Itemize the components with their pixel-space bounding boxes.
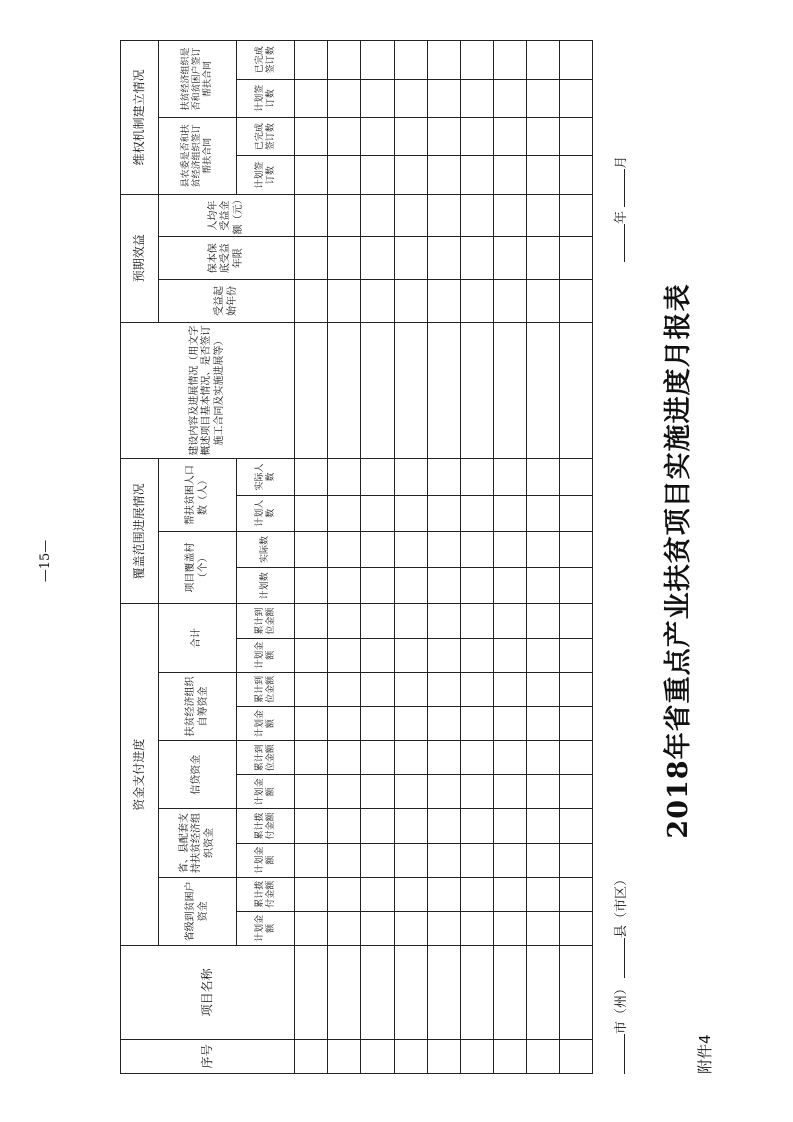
table-cell[interactable] <box>427 41 460 80</box>
table-cell[interactable] <box>295 156 328 194</box>
table-cell[interactable] <box>460 638 493 672</box>
header-mechanism: 维权机制建立情况 <box>121 41 159 195</box>
table-cell[interactable] <box>361 945 394 1039</box>
table-cell[interactable] <box>394 495 427 531</box>
table-cell[interactable] <box>328 156 361 194</box>
table-cell[interactable] <box>427 911 460 945</box>
table-cell[interactable] <box>328 194 361 237</box>
table-cell[interactable] <box>328 41 361 80</box>
table-row <box>295 41 328 1074</box>
table-cell[interactable] <box>559 322 592 459</box>
table-cell[interactable] <box>460 495 493 531</box>
table-cell[interactable] <box>493 156 526 194</box>
table-cell[interactable] <box>394 79 427 117</box>
table-cell[interactable] <box>493 741 526 775</box>
table-cell[interactable] <box>328 706 361 740</box>
sub-cum-arrived: 累计到位金额 <box>237 672 295 706</box>
header-per-capita: 人均年受益金额（元） <box>159 194 295 237</box>
table-cell[interactable] <box>559 1039 592 1073</box>
sub-plan-amount: 计划金额 <box>237 706 295 740</box>
header-org-contract: 扶贫经济组织是否和贫困户签订帮扶合同 <box>159 41 237 118</box>
table-cell[interactable] <box>493 194 526 237</box>
table-cell[interactable] <box>361 194 394 237</box>
table-cell[interactable] <box>361 280 394 323</box>
sub-plan-count: 计划数 <box>237 568 295 604</box>
table-cell[interactable] <box>295 604 328 638</box>
sub-plan-sign: 计划签订数 <box>237 79 295 117</box>
table-cell[interactable] <box>526 237 559 280</box>
table-cell[interactable] <box>361 843 394 877</box>
sub-done-sign: 已完成签订数 <box>237 117 295 155</box>
sub-plan-amount: 计划金额 <box>237 843 295 877</box>
table-cell[interactable] <box>493 237 526 280</box>
table-cell[interactable] <box>493 706 526 740</box>
table-cell[interactable] <box>493 945 526 1039</box>
table-cell[interactable] <box>328 911 361 945</box>
table-cell[interactable] <box>295 459 328 495</box>
table-cell[interactable] <box>361 775 394 809</box>
table-cell[interactable] <box>460 459 493 495</box>
table-cell[interactable] <box>361 531 394 567</box>
table-cell[interactable] <box>295 117 328 155</box>
annex-label: 附件4 <box>696 1034 714 1074</box>
data-rows <box>295 41 593 1074</box>
table-cell[interactable] <box>559 568 592 604</box>
table-cell[interactable] <box>559 604 592 638</box>
table-cell[interactable] <box>559 843 592 877</box>
header-self-raised: 扶贫经济组织自筹资金 <box>159 672 237 740</box>
table-cell[interactable] <box>460 117 493 155</box>
table-cell[interactable] <box>526 41 559 80</box>
table-cell[interactable] <box>493 809 526 843</box>
table-cell[interactable] <box>361 672 394 706</box>
table-cell[interactable] <box>295 672 328 706</box>
table-cell[interactable] <box>493 322 526 459</box>
report-table <box>120 40 593 1074</box>
table-cell[interactable] <box>394 322 427 459</box>
table-cell[interactable] <box>295 322 328 459</box>
table-cell[interactable] <box>526 495 559 531</box>
table-cell[interactable] <box>460 775 493 809</box>
table-cell[interactable] <box>328 322 361 459</box>
table-cell[interactable] <box>526 945 559 1039</box>
header-construction: 建设内容及进展情况（用文字概述项目基本情况、是否签订施工合同及实施进展等） <box>121 322 295 459</box>
header-county-agri: 县农委是否和扶贫经济组织签订帮扶合同 <box>159 117 237 194</box>
table-cell[interactable] <box>427 775 460 809</box>
table-row <box>427 41 460 1074</box>
table-cell[interactable] <box>427 280 460 323</box>
header-seq: 序号 <box>121 1039 295 1073</box>
table-cell[interactable] <box>394 809 427 843</box>
table-cell[interactable] <box>559 877 592 911</box>
table-cell[interactable] <box>361 638 394 672</box>
table-cell[interactable] <box>493 568 526 604</box>
table-cell[interactable] <box>394 638 427 672</box>
table-cell[interactable] <box>328 117 361 155</box>
table-cell[interactable] <box>328 843 361 877</box>
table-cell[interactable] <box>559 237 592 280</box>
header-benefit-start: 受益起始年份 <box>159 280 295 323</box>
table-cell[interactable] <box>361 877 394 911</box>
table-row <box>460 41 493 1074</box>
table-cell[interactable] <box>559 117 592 155</box>
table-cell[interactable] <box>361 41 394 80</box>
table-cell[interactable] <box>361 156 394 194</box>
month-label: 月 <box>614 155 629 169</box>
table-cell[interactable] <box>559 775 592 809</box>
table-cell[interactable] <box>361 459 394 495</box>
table-cell[interactable] <box>328 495 361 531</box>
header-credit-funds: 信贷资金 <box>159 741 237 809</box>
table-cell[interactable] <box>394 237 427 280</box>
table-cell[interactable] <box>493 672 526 706</box>
table-cell[interactable] <box>394 945 427 1039</box>
table-cell[interactable] <box>559 531 592 567</box>
table-cell[interactable] <box>526 531 559 567</box>
table-cell[interactable] <box>394 280 427 323</box>
table-cell[interactable] <box>394 604 427 638</box>
table-cell[interactable] <box>526 638 559 672</box>
table-cell[interactable] <box>328 280 361 323</box>
table-cell[interactable] <box>394 41 427 80</box>
table-cell[interactable] <box>526 280 559 323</box>
table-cell[interactable] <box>295 945 328 1039</box>
table-cell[interactable] <box>361 117 394 155</box>
table-cell[interactable] <box>526 741 559 775</box>
table-cell[interactable] <box>295 843 328 877</box>
table-cell[interactable] <box>526 79 559 117</box>
table-cell[interactable] <box>394 568 427 604</box>
sub-plan-people: 计划人数 <box>237 495 295 531</box>
sub-cum-arrived: 累计到位金额 <box>237 604 295 638</box>
table-cell[interactable] <box>427 531 460 567</box>
table-cell[interactable] <box>559 638 592 672</box>
table-cell[interactable] <box>526 194 559 237</box>
table-cell[interactable] <box>361 911 394 945</box>
table-cell[interactable] <box>394 775 427 809</box>
table-cell[interactable] <box>361 237 394 280</box>
table-cell[interactable] <box>460 156 493 194</box>
table-cell[interactable] <box>526 156 559 194</box>
sub-actual-people: 实际人数 <box>237 459 295 495</box>
month-blank[interactable] <box>612 169 625 207</box>
table-cell[interactable] <box>328 459 361 495</box>
table-cell[interactable] <box>559 156 592 194</box>
table-cell[interactable] <box>427 459 460 495</box>
table-cell[interactable] <box>526 877 559 911</box>
table-cell[interactable] <box>526 1039 559 1073</box>
table-cell[interactable] <box>493 41 526 80</box>
table-cell[interactable] <box>526 322 559 459</box>
year-label: 年 <box>614 210 629 224</box>
table-cell[interactable] <box>295 911 328 945</box>
table-cell[interactable] <box>460 79 493 117</box>
location-line <box>610 873 629 1074</box>
table-cell[interactable] <box>526 672 559 706</box>
table-cell[interactable] <box>394 156 427 194</box>
page-title: 2018年省重点产业扶贫项目实施进度月报表 <box>663 283 694 839</box>
header-guarantee-years: 保本保底受益年限 <box>159 237 295 280</box>
table-cell[interactable] <box>295 495 328 531</box>
table-cell[interactable] <box>295 706 328 740</box>
table-cell[interactable] <box>493 280 526 323</box>
table-cell[interactable] <box>427 322 460 459</box>
table-cell[interactable] <box>361 495 394 531</box>
header-matching-funds: 省、县配套支持扶贫经济组织资金 <box>159 809 237 877</box>
city-label: 市（州） <box>614 981 629 1034</box>
table-cell[interactable] <box>526 706 559 740</box>
table-cell[interactable] <box>427 568 460 604</box>
table-cell[interactable] <box>460 1039 493 1073</box>
table-cell[interactable] <box>493 531 526 567</box>
header-fund-progress: 资金支付进度 <box>121 604 159 946</box>
header-provincial-funds: 省级到贫困户资金 <box>159 877 237 945</box>
table-cell[interactable] <box>460 604 493 638</box>
table-cell[interactable] <box>394 1039 427 1073</box>
table-cell[interactable] <box>394 459 427 495</box>
table-cell[interactable] <box>526 604 559 638</box>
table-cell[interactable] <box>460 843 493 877</box>
table-cell[interactable] <box>328 809 361 843</box>
table-row <box>361 41 394 1074</box>
table-cell[interactable] <box>559 41 592 80</box>
sub-done-sign: 已完成签订数 <box>237 41 295 80</box>
table-cell[interactable] <box>559 79 592 117</box>
sub-cum-paid: 累计拨付金额 <box>237 809 295 843</box>
table-cell[interactable] <box>427 809 460 843</box>
table-cell[interactable] <box>526 568 559 604</box>
table-cell[interactable] <box>394 672 427 706</box>
table-cell[interactable] <box>328 945 361 1039</box>
table-cell[interactable] <box>493 604 526 638</box>
table-cell[interactable] <box>559 809 592 843</box>
header-expected-benefit: 预期效益 <box>121 194 159 322</box>
city-blank[interactable] <box>612 1034 625 1074</box>
table-cell[interactable] <box>460 322 493 459</box>
header-project-name: 项目名称 <box>121 945 295 1039</box>
table-cell[interactable] <box>526 775 559 809</box>
table-cell[interactable] <box>427 741 460 775</box>
table-cell[interactable] <box>427 638 460 672</box>
table-row <box>394 41 427 1074</box>
table-cell[interactable] <box>427 945 460 1039</box>
sub-plan-amount: 计划金额 <box>237 775 295 809</box>
table-cell[interactable] <box>460 568 493 604</box>
table-cell[interactable] <box>361 568 394 604</box>
table-cell[interactable] <box>493 1039 526 1073</box>
table-cell[interactable] <box>361 809 394 843</box>
table-cell[interactable] <box>559 495 592 531</box>
table-cell[interactable] <box>460 672 493 706</box>
table-cell[interactable] <box>427 1039 460 1073</box>
table-cell[interactable] <box>460 741 493 775</box>
sub-plan-amount: 计划金额 <box>237 638 295 672</box>
table-cell[interactable] <box>427 194 460 237</box>
table-cell[interactable] <box>328 604 361 638</box>
table-cell[interactable] <box>328 775 361 809</box>
table-cell[interactable] <box>460 945 493 1039</box>
year-month-line <box>610 156 629 262</box>
table-cell[interactable] <box>394 194 427 237</box>
table-cell[interactable] <box>493 877 526 911</box>
table-cell[interactable] <box>295 568 328 604</box>
table-cell[interactable] <box>328 531 361 567</box>
table-cell[interactable] <box>295 638 328 672</box>
table-cell[interactable] <box>559 911 592 945</box>
table-cell[interactable] <box>427 843 460 877</box>
table-cell[interactable] <box>427 237 460 280</box>
table-cell[interactable] <box>394 911 427 945</box>
table-cell[interactable] <box>328 638 361 672</box>
table-cell[interactable] <box>295 79 328 117</box>
sub-plan-amount: 计划金额 <box>237 911 295 945</box>
sub-cum-arrived: 累计到位金额 <box>237 741 295 775</box>
table-cell[interactable] <box>460 280 493 323</box>
table-cell[interactable] <box>559 706 592 740</box>
table-cell[interactable] <box>361 1039 394 1073</box>
table-cell[interactable] <box>295 809 328 843</box>
table-cell[interactable] <box>493 911 526 945</box>
table-cell[interactable] <box>559 459 592 495</box>
table-cell[interactable] <box>361 706 394 740</box>
table-row <box>493 41 526 1074</box>
table-cell[interactable] <box>394 741 427 775</box>
table-cell[interactable] <box>394 877 427 911</box>
table-cell[interactable] <box>328 568 361 604</box>
table-cell[interactable] <box>394 117 427 155</box>
table-cell[interactable] <box>361 322 394 459</box>
table-cell[interactable] <box>328 79 361 117</box>
table-row <box>559 41 592 1074</box>
table-cell[interactable] <box>295 531 328 567</box>
county-blank[interactable] <box>612 938 625 978</box>
table-cell[interactable] <box>295 741 328 775</box>
table-cell[interactable] <box>559 741 592 775</box>
table-cell[interactable] <box>526 809 559 843</box>
table-cell[interactable] <box>295 194 328 237</box>
table-cell[interactable] <box>493 79 526 117</box>
table-cell[interactable] <box>460 237 493 280</box>
sub-actual-count: 实际数 <box>237 531 295 567</box>
table-cell[interactable] <box>460 194 493 237</box>
table-cell[interactable] <box>328 741 361 775</box>
table-cell[interactable] <box>493 843 526 877</box>
table-cell[interactable] <box>295 280 328 323</box>
table-row <box>328 41 361 1074</box>
table-cell[interactable] <box>295 1039 328 1073</box>
table-cell[interactable] <box>460 706 493 740</box>
table-cell[interactable] <box>460 877 493 911</box>
table-cell[interactable] <box>493 495 526 531</box>
table-cell[interactable] <box>427 604 460 638</box>
header-total: 合计 <box>159 604 237 672</box>
table-cell[interactable] <box>427 495 460 531</box>
header-coverage: 覆盖范围进展情况 <box>121 459 159 604</box>
sub-plan-sign: 计划签订数 <box>237 156 295 194</box>
table-cell[interactable] <box>328 877 361 911</box>
table-cell[interactable] <box>394 706 427 740</box>
year-blank[interactable] <box>612 224 625 262</box>
table-cell[interactable] <box>460 531 493 567</box>
sub-cum-paid: 累计拨付金额 <box>237 877 295 911</box>
table-cell[interactable] <box>493 638 526 672</box>
table-cell[interactable] <box>493 775 526 809</box>
table-cell[interactable] <box>559 280 592 323</box>
table-cell[interactable] <box>427 156 460 194</box>
table-cell[interactable] <box>295 775 328 809</box>
table-cell[interactable] <box>361 79 394 117</box>
header-poor-people: 帮扶贫困人口数（人） <box>159 459 237 532</box>
table-cell[interactable] <box>427 706 460 740</box>
table-cell[interactable] <box>427 672 460 706</box>
table-cell[interactable] <box>559 194 592 237</box>
header-villages: 项目覆盖村（个） <box>159 531 237 604</box>
table-cell[interactable] <box>427 117 460 155</box>
table-cell[interactable] <box>493 117 526 155</box>
table-cell[interactable] <box>559 945 592 1039</box>
table-cell[interactable] <box>526 911 559 945</box>
table-cell[interactable] <box>526 843 559 877</box>
table-cell[interactable] <box>328 1039 361 1073</box>
table-cell[interactable] <box>559 672 592 706</box>
table-cell[interactable] <box>427 877 460 911</box>
county-label: 县（市区） <box>614 872 629 938</box>
table-cell[interactable] <box>427 79 460 117</box>
table-cell[interactable] <box>328 237 361 280</box>
table-cell[interactable] <box>460 809 493 843</box>
table-cell[interactable] <box>526 459 559 495</box>
table-cell[interactable] <box>361 741 394 775</box>
table-cell[interactable] <box>295 237 328 280</box>
table-cell[interactable] <box>361 604 394 638</box>
table-row <box>526 41 559 1074</box>
table-cell[interactable] <box>295 41 328 80</box>
page-number: —15— <box>38 539 53 583</box>
table-cell[interactable] <box>460 41 493 80</box>
table-cell[interactable] <box>526 117 559 155</box>
table-cell[interactable] <box>394 843 427 877</box>
table-cell[interactable] <box>295 877 328 911</box>
table-cell[interactable] <box>493 459 526 495</box>
table-cell[interactable] <box>328 672 361 706</box>
table-cell[interactable] <box>394 531 427 567</box>
table-cell[interactable] <box>460 911 493 945</box>
